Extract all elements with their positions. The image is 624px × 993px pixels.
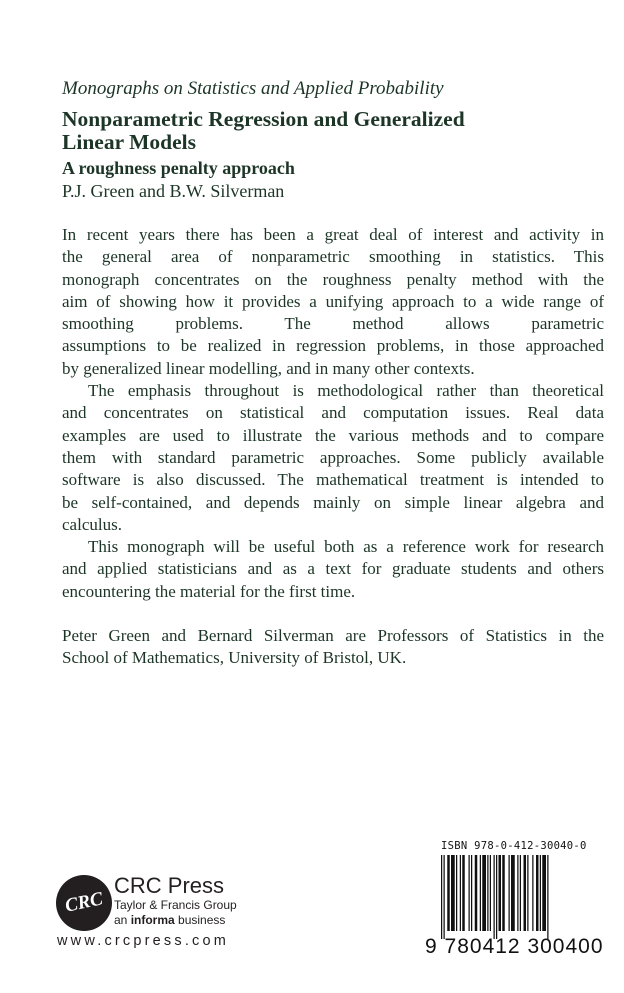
barcode-bar: [469, 855, 470, 931]
text-line: by generalized linear modelling, and in many other contexts.: [62, 358, 475, 378]
book-authors: P.J. Green and B.W. Silverman: [62, 181, 285, 201]
barcode-bar: [475, 855, 478, 931]
barcode-bar: [536, 855, 539, 931]
text-line: In recent years there has been a great deal of interest and activity in: [62, 225, 604, 244]
paragraph-emphasis: [62, 380, 604, 536]
barcode-group-1: 780412: [444, 935, 521, 958]
barcode-bar: [499, 855, 502, 931]
barcode-bar: [502, 855, 505, 931]
barcode-number: [425, 935, 604, 959]
barcode-lead-digit: 9: [425, 935, 438, 958]
text-line: smoothing problems. The method allows parametric: [62, 314, 604, 334]
publisher-tagline: [114, 913, 237, 928]
barcode-bar: [517, 855, 518, 931]
paragraph-intro: [62, 224, 604, 380]
author-bio: [62, 625, 604, 670]
barcode-bar: [511, 855, 515, 931]
book-title: [62, 108, 465, 154]
barcode-bar: [451, 855, 455, 931]
tagline-post: business: [174, 913, 226, 927]
barcode-bar: [471, 855, 472, 931]
text-line: examples are used to illustrate the various methods and to compare: [62, 425, 604, 445]
text-line: assumptions to be realized in regression problems, in those approached: [62, 336, 604, 356]
blurb: [62, 224, 604, 670]
barcode-bar: [509, 855, 510, 931]
crc-logo: CRC: [51, 870, 117, 936]
title-line: Nonparametric Regression and Generalized: [62, 107, 465, 131]
barcode-bar: [462, 855, 465, 931]
text-line: Peter Green and Bernard Silverman are Professors of Statistics in the: [62, 626, 604, 646]
text-line: School of Mathematics, University of Bristol, UK.: [62, 648, 407, 668]
text-line: encountering the material for the first time.: [62, 581, 356, 601]
series-name: Monographs on Statistics and Applied Probability: [62, 78, 444, 99]
text-line: monograph concentrates on the roughness penalty method with the: [62, 269, 604, 289]
barcode-bar: [524, 855, 527, 931]
barcode-bar: [444, 855, 445, 939]
barcode-bar: [447, 855, 450, 931]
tagline-pre: an: [114, 913, 131, 927]
tagline-brand: informa: [130, 913, 175, 927]
text-line: and concentrates on statistical and computation issues. Real data: [62, 403, 604, 423]
title-line: Linear Models: [62, 130, 196, 154]
text-line: calculus.: [62, 514, 122, 534]
barcode-bar: [496, 855, 497, 939]
barcode-bar: [532, 855, 533, 931]
text-line: and applied statisticians and as a text for graduate students and others: [62, 559, 604, 579]
barcode-group-2: 300400: [527, 935, 604, 958]
paragraph-audience: [62, 536, 604, 603]
text-line: This monograph will be useful both as a reference work for research: [88, 537, 604, 557]
text-line: The emphasis throughout is methodological rather than theoretical: [88, 381, 604, 401]
barcode-bar: [487, 855, 488, 931]
text-line: be self-contained, and depends mainly on simple linear algebra and: [62, 492, 604, 512]
barcode-bar: [460, 855, 461, 931]
text-line: them with standard parametric approaches. Some publicly available: [62, 447, 604, 467]
barcode-bar: [547, 855, 548, 939]
text-line: aim of showing how it provides a unifying approach to a wide range of: [62, 291, 604, 311]
barcode-bar: [494, 855, 495, 939]
barcode: [441, 855, 583, 939]
barcode-bar: [441, 855, 442, 939]
barcode-bar: [520, 855, 521, 931]
barcode-bar: [490, 855, 491, 931]
publisher-group: Taylor & Francis Group: [114, 898, 237, 912]
isbn-label: ISBN 978-0-412-30040-0: [441, 840, 587, 852]
publisher-name: CRC Press: [114, 873, 225, 898]
barcode-bar: [540, 855, 541, 931]
text-line: the general area of nonparametric smoothing in statistics. This: [62, 247, 604, 267]
barcode-bar: [542, 855, 546, 931]
barcode-bar: [480, 855, 481, 931]
publisher-block: [114, 874, 237, 928]
barcode-bar: [482, 855, 486, 931]
barcode-bar: [527, 855, 528, 931]
publisher-url: www.crcpress.com: [57, 933, 230, 949]
barcode-bar: [456, 855, 457, 931]
book-subtitle: A roughness penalty approach: [62, 158, 295, 178]
text-line: software is also discussed. The mathematical treatment is intended to: [62, 470, 604, 490]
